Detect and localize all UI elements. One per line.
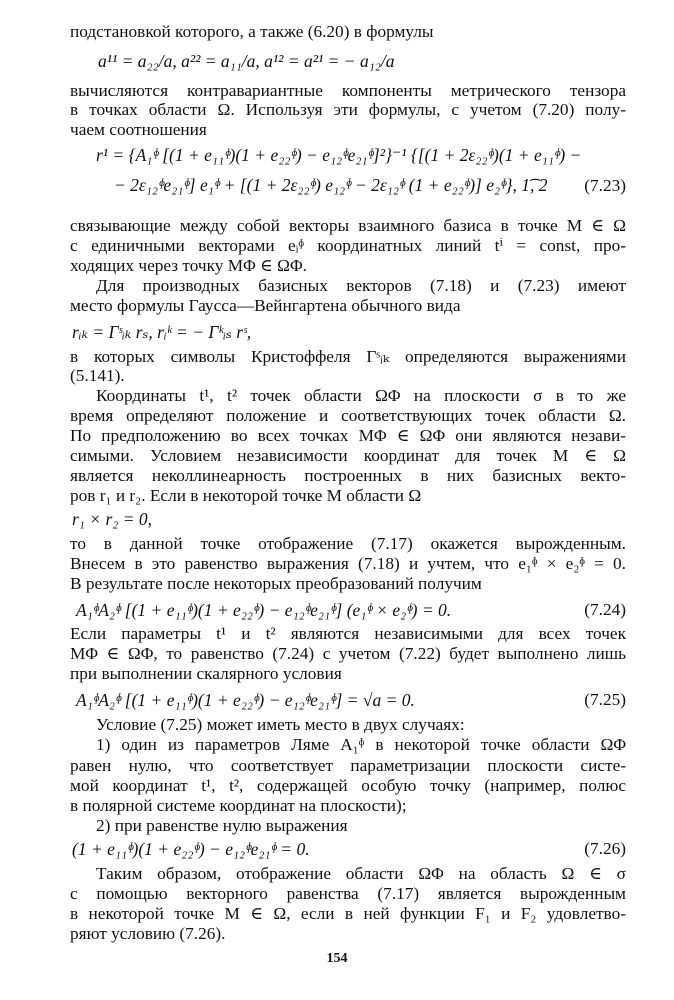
text-line: Таким образом, отображение области ΩΦ на область Ω ∈ σ — [96, 864, 626, 883]
equation-line: − 2ε₁₂ᶲe₂₁ᶲ] e₁ᶲ + [(1 + 2ε₂₂ᶲ) e₁₂ᶲ − 2ε₁₂ᶲ (1 + e₂₂ᶲ)] e₂ᶲ}, 1͡, 2 — [114, 175, 548, 195]
text-line: 2) при равенстве нулю выражения — [96, 816, 348, 835]
text-line: является неколлинеарность построенных в них базисных векто- — [70, 466, 626, 485]
page-number: 154 — [326, 951, 348, 966]
equation-number: (7.26) — [584, 839, 626, 858]
text-line: В результате после некоторых преобразований получим — [70, 574, 482, 593]
equation-line: (1 + e₁₁ᶲ)(1 + e₂₂ᶲ) − e₁₂ᶲe₂₁ᶲ = 0. — [72, 839, 310, 859]
text-line: подстановкой которого, а также (6.20) в формулы — [70, 22, 434, 41]
text-line: то в данной точке отображение (7.17) окажется вырожденным. — [70, 534, 626, 553]
text-line: чаем соотношения — [70, 120, 207, 139]
equation-line: A₁ᶲA₂ᶲ [(1 + e₁₁ᶲ)(1 + e₂₂ᶲ) − e₁₂ᶲe₂₁ᶲ] = √a = 0. — [76, 690, 415, 710]
text-line: при выполнении скалярного условия — [70, 664, 342, 683]
text-line: связывающие между собой векторы взаимного базиса в точке M ∈ Ω — [70, 216, 626, 235]
text-line: в которых символы Кристоффеля Γˢᵢₖ определяются выражениями — [70, 347, 626, 366]
text-line: равен нулю, что соответствует параметризации плоскости систе- — [70, 756, 626, 775]
text-line: в некоторой точке M ∈ Ω, если в ней функции F₁ и F₂ удовлетво- — [70, 904, 626, 923]
text-line: вычисляются контравариантные компоненты метрического тензора — [70, 81, 626, 100]
text-line: (5.141). — [70, 366, 125, 385]
equation-number: (7.25) — [584, 690, 626, 709]
cross-product-equation: r₁ × r₂ = 0, — [72, 509, 153, 529]
text-line: Если параметры t¹ и t² являются независимыми для всех точек — [70, 624, 626, 643]
text-line: Условие (7.25) может иметь место в двух случаях: — [96, 715, 465, 734]
text-line: мой координат t¹, t², содержащей особую точку (например, полюс — [70, 776, 626, 795]
text-line: ряют условию (7.26). — [70, 924, 226, 943]
gauss-weingarten-formula: rᵢₖ = Γˢᵢₖ rₛ, rᵢᵏ = − Γᵏᵢₛ rˢ, — [72, 322, 252, 342]
text-line: Внесем в это равенство выражения (7.18) и учтем, что e₁ᶲ × e₂ᶲ = 0. — [70, 554, 626, 573]
text-line: в точках области Ω. Используя эти формулы, с учетом (7.20) полу- — [70, 100, 626, 119]
text-line: с помощью векторного равенства (7.17) является вырожденным — [70, 884, 626, 903]
equation-line: r¹ = {A₁ᶲ [(1 + e₁₁ᶲ)(1 + e₂₂ᶲ) − e₁₂ᶲe₂₁ᶲ]²}⁻¹ {[(1 + 2ε₂₂ᶲ)(1 + e₁₁ᶲ) − — [96, 145, 582, 165]
text-line: Координаты t¹, t² точек области ΩΦ на плоскости σ в то же — [96, 386, 626, 405]
text-line: с единичными векторами eᵢᶲ координатных линий tⁱ = const, про- — [70, 236, 626, 255]
text-line: в полярной системе координат на плоскости); — [70, 796, 407, 815]
text-line: По предположению во всех точках MΦ ∈ ΩΦ они являются незави- — [70, 426, 626, 445]
metric-formula: a¹¹ = a₂₂/a, a²² = a₁₁/a, a¹² = a²¹ = − a₁₂/a — [98, 51, 395, 71]
text-line: MΦ ∈ ΩΦ, то равенство (7.24) с учетом (7.22) будет выполнено лишь — [70, 644, 626, 663]
text-line: 1) один из параметров Ляме A₁ᶲ в некоторой точке области ΩΦ — [96, 735, 626, 754]
text-line: время определяют положение и соответствующих точек области Ω. — [70, 406, 626, 425]
text-line: ров r₁ и r₂. Если в некоторой точке M области Ω — [70, 486, 422, 505]
equation-line: A₁ᶲA₂ᶲ [(1 + e₁₁ᶲ)(1 + e₂₂ᶲ) − e₁₂ᶲe₂₁ᶲ] (e₁ᶲ × e₂ᶲ) = 0. — [76, 600, 452, 620]
equation-number: (7.24) — [584, 600, 626, 619]
equation-number: (7.23) — [584, 176, 626, 195]
text-line: ходящих через точку MΦ ∈ ΩΦ. — [70, 256, 307, 275]
text-line: симыми. Условием независимости координат для точек M ∈ Ω — [70, 446, 626, 465]
text-line: место формулы Гаусса—Вейнгартена обычного вида — [70, 296, 461, 315]
text-line: Для производных базисных векторов (7.18) и (7.23) имеют — [96, 276, 626, 295]
